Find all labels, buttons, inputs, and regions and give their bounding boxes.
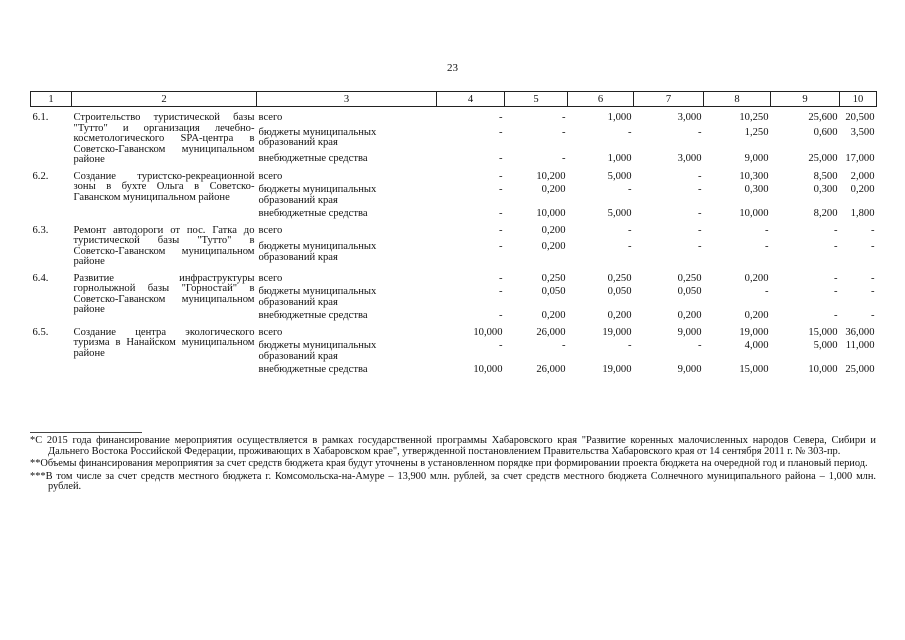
amount-cell: 17,000: [845, 152, 875, 164]
amount-cell: 10,250: [739, 112, 769, 123]
amount-cell: -: [561, 112, 566, 123]
amount-cell: -: [498, 241, 503, 253]
amount-cell: -: [498, 286, 503, 297]
column-header: 10: [840, 92, 877, 107]
footnote-divider: [30, 432, 142, 433]
amount-cell: -: [697, 340, 702, 351]
table-row: [31, 166, 877, 183]
amount-cell: -: [498, 170, 503, 182]
funding-source: бюджеты муниципальных образований края: [258, 241, 377, 263]
amount-cell: 19,000: [602, 326, 632, 338]
amount-cell: 1,000: [607, 152, 632, 164]
amount-cell: 10,000: [473, 364, 503, 375]
amount-cell: -: [498, 208, 503, 219]
amount-cell: -: [627, 184, 632, 195]
amount-cell: 8,200: [813, 208, 838, 219]
amount-cell: -: [870, 224, 875, 236]
amount-cell: -: [833, 272, 838, 284]
amount-cell: -: [627, 340, 632, 351]
column-header: 5: [505, 92, 568, 107]
column-header: 6: [568, 92, 634, 107]
page-number: 23: [447, 62, 458, 74]
amount-cell: 10,000: [739, 208, 769, 219]
table-row: [31, 322, 877, 339]
table-row: [31, 220, 877, 240]
amount-cell: 19,000: [739, 326, 769, 338]
column-header: 4: [437, 92, 505, 107]
amount-cell: 1,250: [744, 126, 769, 138]
amount-cell: -: [561, 340, 566, 351]
amount-cell: -: [764, 286, 769, 297]
amount-cell: 1,000: [607, 112, 632, 123]
amount-cell: -: [498, 340, 503, 351]
amount-cell: 10,200: [536, 170, 566, 182]
funding-source: всего: [258, 224, 283, 236]
amount-cell: 15,000: [739, 364, 769, 375]
amount-cell: 0,200: [541, 241, 566, 253]
amount-cell: 25,000: [808, 152, 838, 164]
table-row: [31, 107, 877, 125]
amount-cell: -: [870, 310, 875, 321]
amount-cell: 10,300: [739, 170, 769, 182]
amount-cell: -: [561, 152, 566, 164]
amount-cell: 0,200: [541, 184, 566, 195]
amount-cell: -: [697, 224, 702, 236]
amount-cell: 8,500: [813, 170, 838, 182]
amount-cell: -: [833, 241, 838, 253]
amount-cell: 0,050: [607, 286, 632, 297]
amount-cell: 0,200: [541, 310, 566, 321]
amount-cell: -: [764, 224, 769, 236]
column-header: 3: [257, 92, 437, 107]
amount-cell: -: [870, 241, 875, 253]
amount-cell: 3,500: [850, 126, 875, 138]
financing-table: [30, 91, 877, 376]
amount-cell: -: [697, 184, 702, 195]
funding-source: внебюджетные средства: [258, 364, 368, 375]
item-name: Строительство туристической базы "Тутто" и организация лечебно-косметологического SPA-центра в Советско-Гаванском муниципальном районе: [73, 112, 255, 165]
amount-cell: 15,000: [808, 326, 838, 338]
amount-cell: 0,600: [813, 126, 838, 138]
amount-cell: 11,000: [845, 340, 875, 351]
amount-cell: 5,000: [813, 340, 838, 351]
amount-cell: 0,250: [541, 272, 566, 284]
funding-source: бюджеты муниципальных образований края: [258, 286, 377, 308]
amount-cell: -: [498, 310, 503, 321]
table-header-row: [31, 92, 877, 107]
amount-cell: -: [498, 152, 503, 164]
amount-cell: 10,000: [536, 208, 566, 219]
amount-cell: 4,000: [744, 340, 769, 351]
funding-source: всего: [258, 170, 283, 182]
amount-cell: -: [627, 126, 632, 138]
column-header: 2: [72, 92, 257, 107]
footnotes: [30, 432, 876, 495]
amount-cell: 0,200: [677, 310, 702, 321]
amount-cell: -: [627, 241, 632, 253]
item-number: 6.4.: [32, 272, 49, 284]
amount-cell: -: [697, 170, 702, 182]
column-header: 7: [634, 92, 704, 107]
amount-cell: 0,200: [850, 184, 875, 195]
item-name: Ремонт автодороги от пос. Гатка до туристической базы "Тутто" в Советско-Гаванском муниципальном районе: [73, 224, 255, 267]
amount-cell: 0,050: [541, 286, 566, 297]
amount-cell: -: [833, 224, 838, 236]
amount-cell: 0,200: [541, 224, 566, 236]
amount-cell: -: [870, 286, 875, 297]
table-row: [31, 268, 877, 285]
amount-cell: 3,000: [677, 112, 702, 123]
amount-cell: -: [498, 224, 503, 236]
amount-cell: 9,000: [677, 326, 702, 338]
item-name: Развитие инфраструктуры горнолыжной базы "Горностай" в Советско-Гаванском муниципальном районе: [73, 272, 255, 315]
funding-source: внебюджетные средства: [258, 310, 368, 321]
amount-cell: -: [833, 286, 838, 297]
amount-cell: -: [498, 184, 503, 195]
footnote: *С 2015 года финансирование мероприятия осуществляется в рамках государственной программы Хабаровского края "Развитие коренных малочисленных народов Севера, Сибири и Дальнего Востока Российской Федерации, проживающих в Хабаровском крае", утвержденной постановлением Правительства Хабаровского края от 14 сентября 2011 г. № 303-пр.: [30, 435, 876, 457]
amount-cell: 10,000: [473, 326, 503, 338]
funding-source: бюджеты муниципальных образований края: [258, 126, 377, 149]
funding-source: внебюджетные средства: [258, 152, 368, 164]
amount-cell: -: [764, 241, 769, 253]
funding-source: внебюджетные средства: [258, 208, 368, 219]
amount-cell: 0,250: [677, 272, 702, 284]
amount-cell: -: [697, 241, 702, 253]
footnote: ***В том числе за счет средств местного бюджета г. Комсомольска-на-Амуре – 13,900 млн. рублей, за счет средств местного бюджета Солнечного муниципального района – 1,000 млн. рублей.: [30, 470, 876, 493]
funding-source: всего: [258, 112, 283, 123]
amount-cell: -: [561, 126, 566, 138]
amount-cell: 0,200: [607, 310, 632, 321]
amount-cell: 1,800: [850, 208, 875, 219]
amount-cell: 0,300: [744, 184, 769, 195]
amount-cell: -: [498, 126, 503, 138]
column-header: 1: [31, 92, 72, 107]
footnote: **Объемы финансирования мероприятия за счет средств бюджета края будут уточнены в установленном порядке при формировании проекта бюджета на очередной год и плановый период.: [30, 458, 868, 470]
amount-cell: 26,000: [536, 326, 566, 338]
funding-source: бюджеты муниципальных образований края: [258, 184, 377, 206]
amount-cell: 25,600: [808, 112, 838, 123]
amount-cell: 3,000: [677, 152, 702, 164]
amount-cell: -: [498, 272, 503, 284]
amount-cell: 25,000: [845, 364, 875, 375]
amount-cell: 5,000: [607, 208, 632, 219]
amount-cell: -: [498, 112, 503, 123]
item-number: 6.1.: [32, 112, 49, 123]
table-body: [31, 107, 877, 376]
amount-cell: 9,000: [744, 152, 769, 164]
funding-source: всего: [258, 326, 283, 338]
amount-cell: 9,000: [677, 364, 702, 375]
column-header: 9: [771, 92, 840, 107]
amount-cell: 26,000: [536, 364, 566, 375]
amount-cell: -: [697, 208, 702, 219]
amount-cell: 10,000: [808, 364, 838, 375]
item-number: 6.2.: [32, 170, 49, 182]
amount-cell: 0,050: [677, 286, 702, 297]
column-header: 8: [704, 92, 771, 107]
amount-cell: -: [870, 272, 875, 284]
item-name: Создание туристско-рекреационной зоны в бухте Ольга в Советско-Гаванском муниципальном районе: [73, 170, 255, 203]
amount-cell: 0,200: [744, 310, 769, 321]
amount-cell: 20,500: [845, 112, 875, 123]
amount-cell: 0,200: [744, 272, 769, 284]
amount-cell: 19,000: [602, 364, 632, 375]
amount-cell: 0,250: [607, 272, 632, 284]
amount-cell: -: [697, 126, 702, 138]
amount-cell: 36,000: [845, 326, 875, 338]
funding-source: всего: [258, 272, 283, 284]
amount-cell: -: [627, 224, 632, 236]
amount-cell: 5,000: [607, 170, 632, 182]
amount-cell: 2,000: [850, 170, 875, 182]
item-name: Создание центра экологического туризма в Нанайском муниципальном районе: [73, 326, 255, 359]
funding-source: бюджеты муниципальных образований края: [258, 340, 377, 362]
amount-cell: 0,300: [813, 184, 838, 195]
amount-cell: -: [833, 310, 838, 321]
item-number: 6.3.: [32, 224, 49, 236]
item-number: 6.5.: [32, 326, 49, 338]
